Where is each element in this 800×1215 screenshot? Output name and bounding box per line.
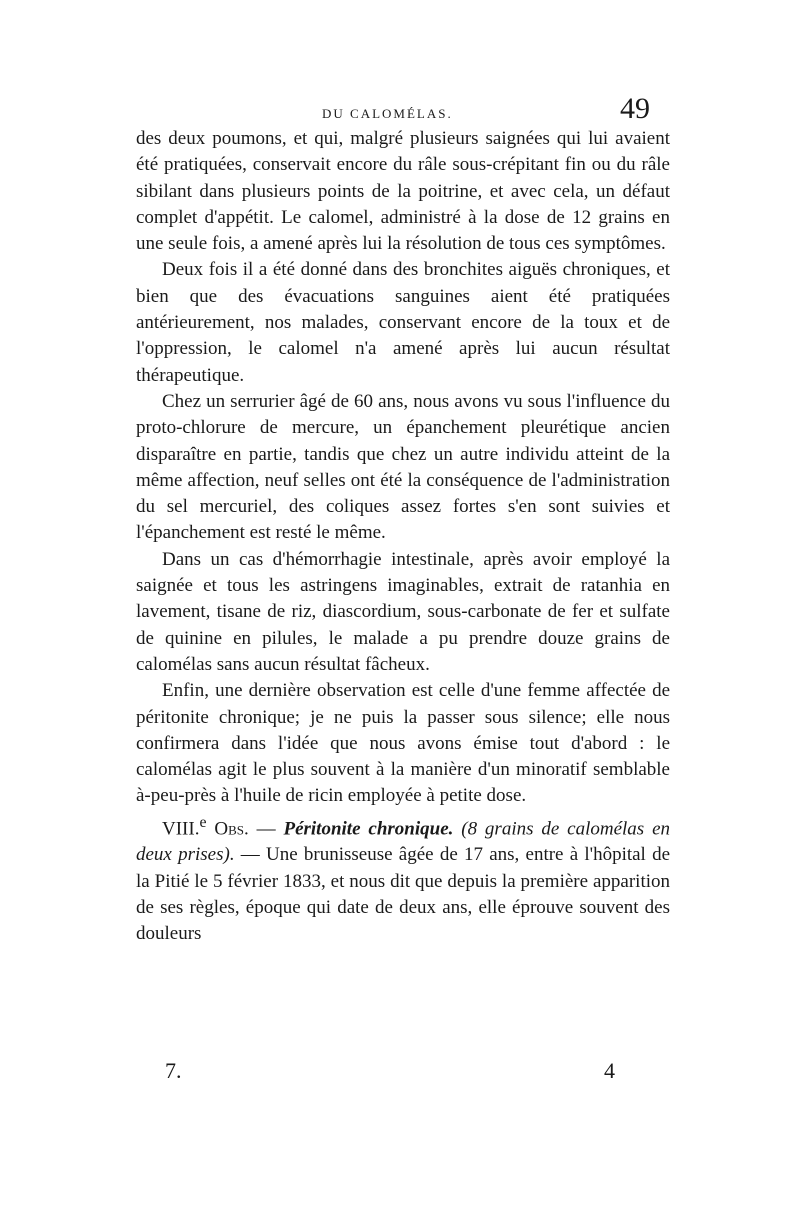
observation-title: Péritonite chronique. <box>283 818 454 840</box>
running-title: DU CALOMÉLAS. <box>322 106 453 121</box>
observation-number: VIII. <box>162 818 200 840</box>
paragraph-bronchites: Deux fois il a été donné dans des bronchites aiguës chroniques, et bien que des évacuations sanguines aient été pratiquées antérieurement, nos malades, conservant encore de la toux et de l'oppression, le calomel n'a amené après lui aucun résultat thérapeutique. <box>136 259 670 386</box>
paragraph-hemorrhagie: Dans un cas d'hémorrhagie intestinale, après avoir employé la saignée et tous les astringens imaginables, extrait de ratanhia en lavement, tisane de riz, diascordium, sous-carbonate de fer et sulfate de quinine en pilules, le malade a pu prendre douze grains de calomélas sans aucun résultat fâcheux. <box>136 548 670 675</box>
signature-mark: 7. <box>165 1058 182 1083</box>
body-text <box>136 126 670 948</box>
observation-dose-note: (8 grains de calomélas en deux prises). <box>136 818 670 866</box>
observation-paragraph <box>136 810 670 948</box>
paragraph-serrurier: Chez un serrurier âgé de 60 ans, nous avons vu sous l'influence du proto-chlorure de mercure, un épanchement pleurétique ancien disparaître en partie, tandis que chez un autre individu atteint de la même affection, neuf selles ont été la conséquence de l'administration du sel mercuriel, des coliques assez fortes s'en sont suivies et l'épanchement est resté le même. <box>136 390 670 544</box>
observation-text: — Une brunisseuse âgée de 17 ans, entre à l'hôpital de la Pitié le 5 février 1833, et nous dit que depuis la première apparition de ses règles, époque qui date de deux ans, elle éprouve souvent des douleurs <box>136 844 670 945</box>
sheet-number: 4 <box>604 1058 615 1083</box>
observation-number-sup: e <box>199 813 207 831</box>
observation-dash: — <box>248 818 284 840</box>
paragraph-peritonite-intro: Enfin, une dernière observation est celle d'une femme affectée de péritonite chronique; je ne puis la passer sous silence; elle nous confirmera dans l'idée que nous avons émise tout d'abord : le calomélas agit le plus souvent à la manière d'un minoratif semblable à-peu-près à l'huile de ricin employée à petite dose. <box>136 680 670 807</box>
paragraph-continuation: des deux poumons, et qui, malgré plusieurs saignées qui lui avaient été pratiquées, conservait encore du râle sous-crépitant fin ou du râle sibilant dans plusieurs points de la poitrine, et avec cela, un défaut complet d'appétit. Le calomel, administré à la dose de 12 grains en une seule fois, a amené après lui la résolution de tous ces symptômes. <box>136 128 670 255</box>
page-footer <box>0 1058 800 1092</box>
page-number: 49 <box>620 92 650 125</box>
observation-label: Obs. <box>214 818 249 840</box>
